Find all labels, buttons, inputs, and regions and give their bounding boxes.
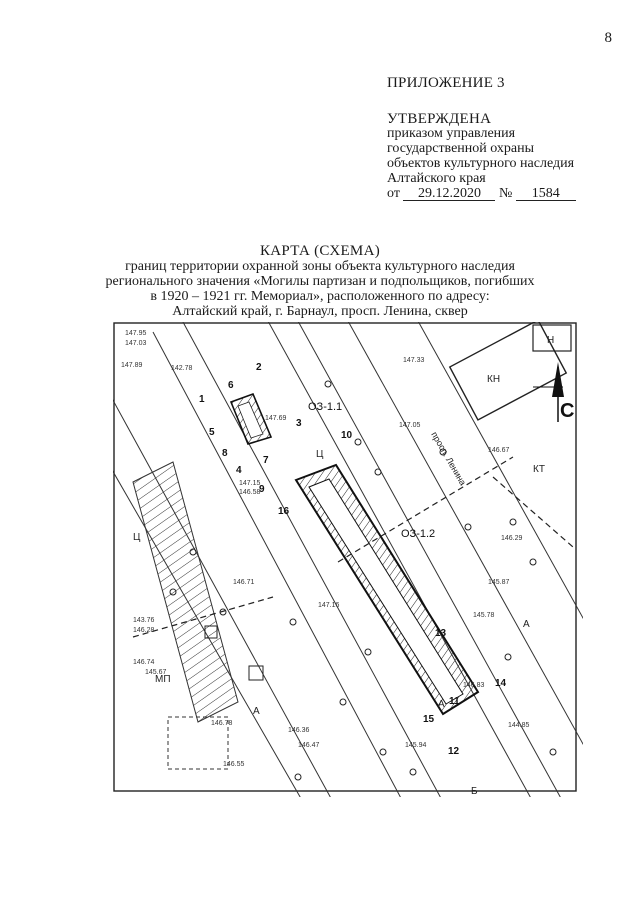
order-line: Алтайского края — [387, 171, 486, 186]
svg-text:146.71: 146.71 — [233, 579, 255, 586]
svg-text:Ц: Ц — [133, 532, 141, 543]
svg-text:Н: Н — [547, 335, 555, 346]
svg-text:Ц: Ц — [316, 449, 324, 460]
protection-zone-inner — [309, 479, 463, 704]
title-line: регионального значения «Могилы партизан и подпольщиков, погибших — [105, 274, 535, 289]
north-label: С — [560, 400, 575, 422]
svg-text:147.33: 147.33 — [403, 357, 425, 364]
zone-label: ОЗ-1.1 — [308, 401, 343, 413]
svg-text:146.83: 146.83 — [463, 682, 485, 689]
svg-text:А: А — [253, 706, 260, 717]
svg-text:3: 3 — [296, 418, 302, 429]
order-date-line — [387, 186, 617, 201]
svg-text:147.89: 147.89 — [121, 362, 143, 369]
svg-text:1: 1 — [199, 394, 205, 405]
svg-text:МП: МП — [155, 674, 171, 685]
title-line: границ территории охранной зоны объекта культурного наследия — [125, 259, 515, 274]
title-line: Алтайский край, г. Барнаул, просп. Ленина, сквер — [172, 304, 468, 319]
svg-text:145.94: 145.94 — [405, 742, 427, 749]
svg-text:147.03: 147.03 — [125, 340, 147, 347]
appendix-label: ПРИЛОЖЕНИЕ 3 — [387, 75, 505, 91]
title-line: в 1920 – 1921 гг. Мемориал», расположенного по адресу: — [150, 289, 490, 304]
svg-text:146.55: 146.55 — [223, 761, 245, 768]
svg-text:145.67: 145.67 — [145, 669, 167, 676]
svg-text:12: 12 — [448, 746, 460, 757]
svg-text:146.29: 146.29 — [501, 535, 523, 542]
approval-order — [387, 126, 617, 201]
svg-text:А: А — [523, 619, 530, 630]
order-line: приказом управления — [387, 126, 516, 141]
svg-text:147.15: 147.15 — [239, 480, 261, 487]
svg-text:16: 16 — [278, 506, 290, 517]
map-title-block — [90, 244, 550, 319]
svg-text:4: 4 — [236, 465, 242, 476]
svg-text:146.74: 146.74 — [133, 659, 155, 666]
svg-text:11: 11 — [449, 696, 460, 707]
cadastral-map — [113, 322, 583, 797]
svg-text:9: 9 — [259, 484, 265, 495]
map-heading: КАРТА (СХЕМА) — [259, 243, 381, 259]
svg-text:А: А — [438, 699, 445, 710]
svg-text:7: 7 — [263, 455, 269, 466]
svg-text:146.67: 146.67 — [488, 447, 510, 454]
page-number: 8 — [604, 30, 612, 46]
svg-text:2: 2 — [256, 362, 262, 373]
svg-text:15: 15 — [423, 714, 435, 725]
date-prefix: от — [387, 186, 400, 201]
approved-label: УТВЕРЖДЕНА — [387, 111, 492, 127]
order-number: 1584 — [516, 187, 576, 201]
svg-text:147.69: 147.69 — [265, 415, 287, 422]
svg-text:147.16: 147.16 — [318, 602, 340, 609]
order-date: 29.12.2020 — [403, 187, 495, 201]
zone-label: ОЗ-1.2 — [401, 528, 436, 540]
svg-text:142.78: 142.78 — [171, 365, 193, 372]
svg-text:13: 13 — [435, 628, 447, 639]
svg-text:14: 14 — [495, 678, 507, 689]
svg-text:5: 5 — [209, 427, 215, 438]
street-name: просп. Ленина — [429, 430, 469, 488]
svg-text:146.58: 146.58 — [239, 489, 261, 496]
svg-text:147.05: 147.05 — [399, 422, 421, 429]
svg-text:10: 10 — [341, 430, 353, 441]
svg-text:КТ: КТ — [533, 464, 545, 475]
svg-text:143.76: 143.76 — [133, 617, 155, 624]
svg-text:146.47: 146.47 — [298, 742, 320, 749]
small-box — [249, 666, 263, 680]
svg-text:Б: Б — [471, 786, 478, 797]
steps-strip — [133, 462, 238, 722]
svg-text:8: 8 — [222, 448, 228, 459]
svg-text:145.78: 145.78 — [473, 612, 495, 619]
svg-text:147.95: 147.95 — [125, 330, 147, 337]
svg-text:146.36: 146.36 — [288, 727, 310, 734]
svg-text:КН: КН — [487, 374, 501, 385]
order-line: объектов культурного наследия — [387, 156, 575, 171]
order-line: государственной охраны — [387, 141, 535, 156]
svg-text:144.85: 144.85 — [508, 722, 530, 729]
svg-text:145.87: 145.87 — [488, 579, 510, 586]
svg-text:6: 6 — [228, 380, 234, 391]
svg-text:146.28: 146.28 — [133, 627, 155, 634]
number-sign: № — [498, 186, 513, 201]
svg-text:146.78: 146.78 — [211, 720, 233, 727]
